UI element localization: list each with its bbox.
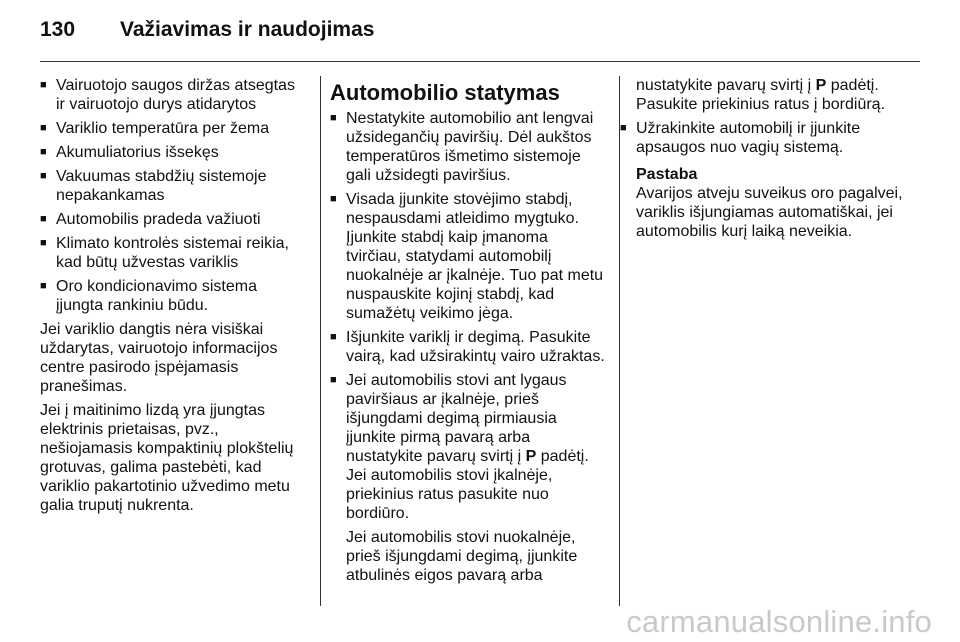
watermark: carmanualsonline.info (626, 604, 932, 639)
list-item: ■ Išjunkite variklį ir degimą. Pasukite vairą, kad užsirakintų vairo užraktas. (330, 328, 606, 366)
header-rule (40, 61, 920, 62)
paragraph (620, 76, 910, 114)
text-run: padėtį. Pasukite priekinius ratus į bordiūrą. (636, 77, 886, 113)
column-left (40, 76, 308, 520)
note-title: Pastaba (636, 166, 698, 183)
column-divider-1 (320, 76, 321, 606)
list-item: ■ Visada įjunkite stovėjimo stabdį, nespausdami atleidimo mygtuko. Įjunkite stabdį kaip įmanoma tvirčiau, statydami automobilį nuokalnėje ar įkalnėje. Tuo pat metu nuspauskite kojinį stabdį, kad sumažėtų veikimo jėga. (330, 190, 606, 323)
bullet-list (620, 119, 910, 157)
list-item (330, 371, 606, 523)
list-item: ■ Klimato kontrolės sistemai reikia, kad būtų užvestas variklis (40, 234, 308, 272)
list-item: ■ Nestatykite automobilio ant lengvai užsidegančių paviršių. Dėl aukštos temperatūros išmetimo sistemoje gali užsidegti paviršius. (330, 109, 606, 185)
paragraph: Jei į maitinimo lizdą yra įjungtas elektrinis prietaisas, pvz., nešiojamasis kompaktinių plokštelių grotuvas, galima pastebėti, kad variklio pakartotinio užvedimo metu galia truputį nukrenta. (40, 402, 294, 514)
gear-position-p: P (525, 448, 537, 465)
list-item: ■ Vakuumas stabdžių sistemoje nepakankamas (40, 167, 308, 205)
list-item: ■ Vairuotojo saugos diržas atsegtas ir vairuotojo durys atidarytos (40, 76, 308, 114)
chapter-title: Važiavimas ir naudojimas (120, 18, 375, 41)
list-item: ■ Užrakinkite automobilį ir įjunkite apsaugos nuo vagių sistemą. (620, 119, 910, 157)
text-run: nustatykite pavarų svirtį į (636, 77, 816, 94)
paragraph: Jei variklio dangtis nėra visiškai uždarytas, vairuotojo informacijos centre pasirodo įspėjamasis pranešimas. (40, 321, 278, 395)
page-number: 130 (40, 18, 76, 41)
list-item: ■ Oro kondicionavimo sistema įjungta rankiniu būdu. (40, 277, 308, 315)
note-body: Avarijos atveju suveikus oro pagalvei, variklis išjungiamas automatiškai, jei automobilis kurį laiką neveikia. (636, 185, 903, 240)
list-item: ■ Automobilis pradeda važiuoti (40, 210, 308, 229)
bullet-list (40, 76, 308, 315)
text-run: padėtį. Jei automobilis stovi įkalnėje, priekinius ratus pasukite nuo bordiūro. (346, 448, 589, 522)
column-middle (330, 76, 606, 590)
gear-position-p: P (815, 77, 827, 94)
text-run: Jei automobilis stovi ant lygaus paviršiaus ar įkalnėje, prieš išjungdami degimą pirmiausia įjunkite pirmą pavarą arba nustatykite pavarų svirtį į (346, 372, 567, 465)
section-title: Automobilio statymas (330, 80, 560, 105)
list-item: ■ Akumuliatorius išsekęs (40, 143, 308, 162)
paragraph: Jei automobilis stovi nuokalnėje, prieš išjungdami degimą, įjunkite atbulinės eigos pavarą arba (346, 529, 578, 584)
column-right (620, 76, 910, 246)
bullet-list (330, 109, 606, 523)
list-item: ■ Variklio temperatūra per žema (40, 119, 308, 138)
